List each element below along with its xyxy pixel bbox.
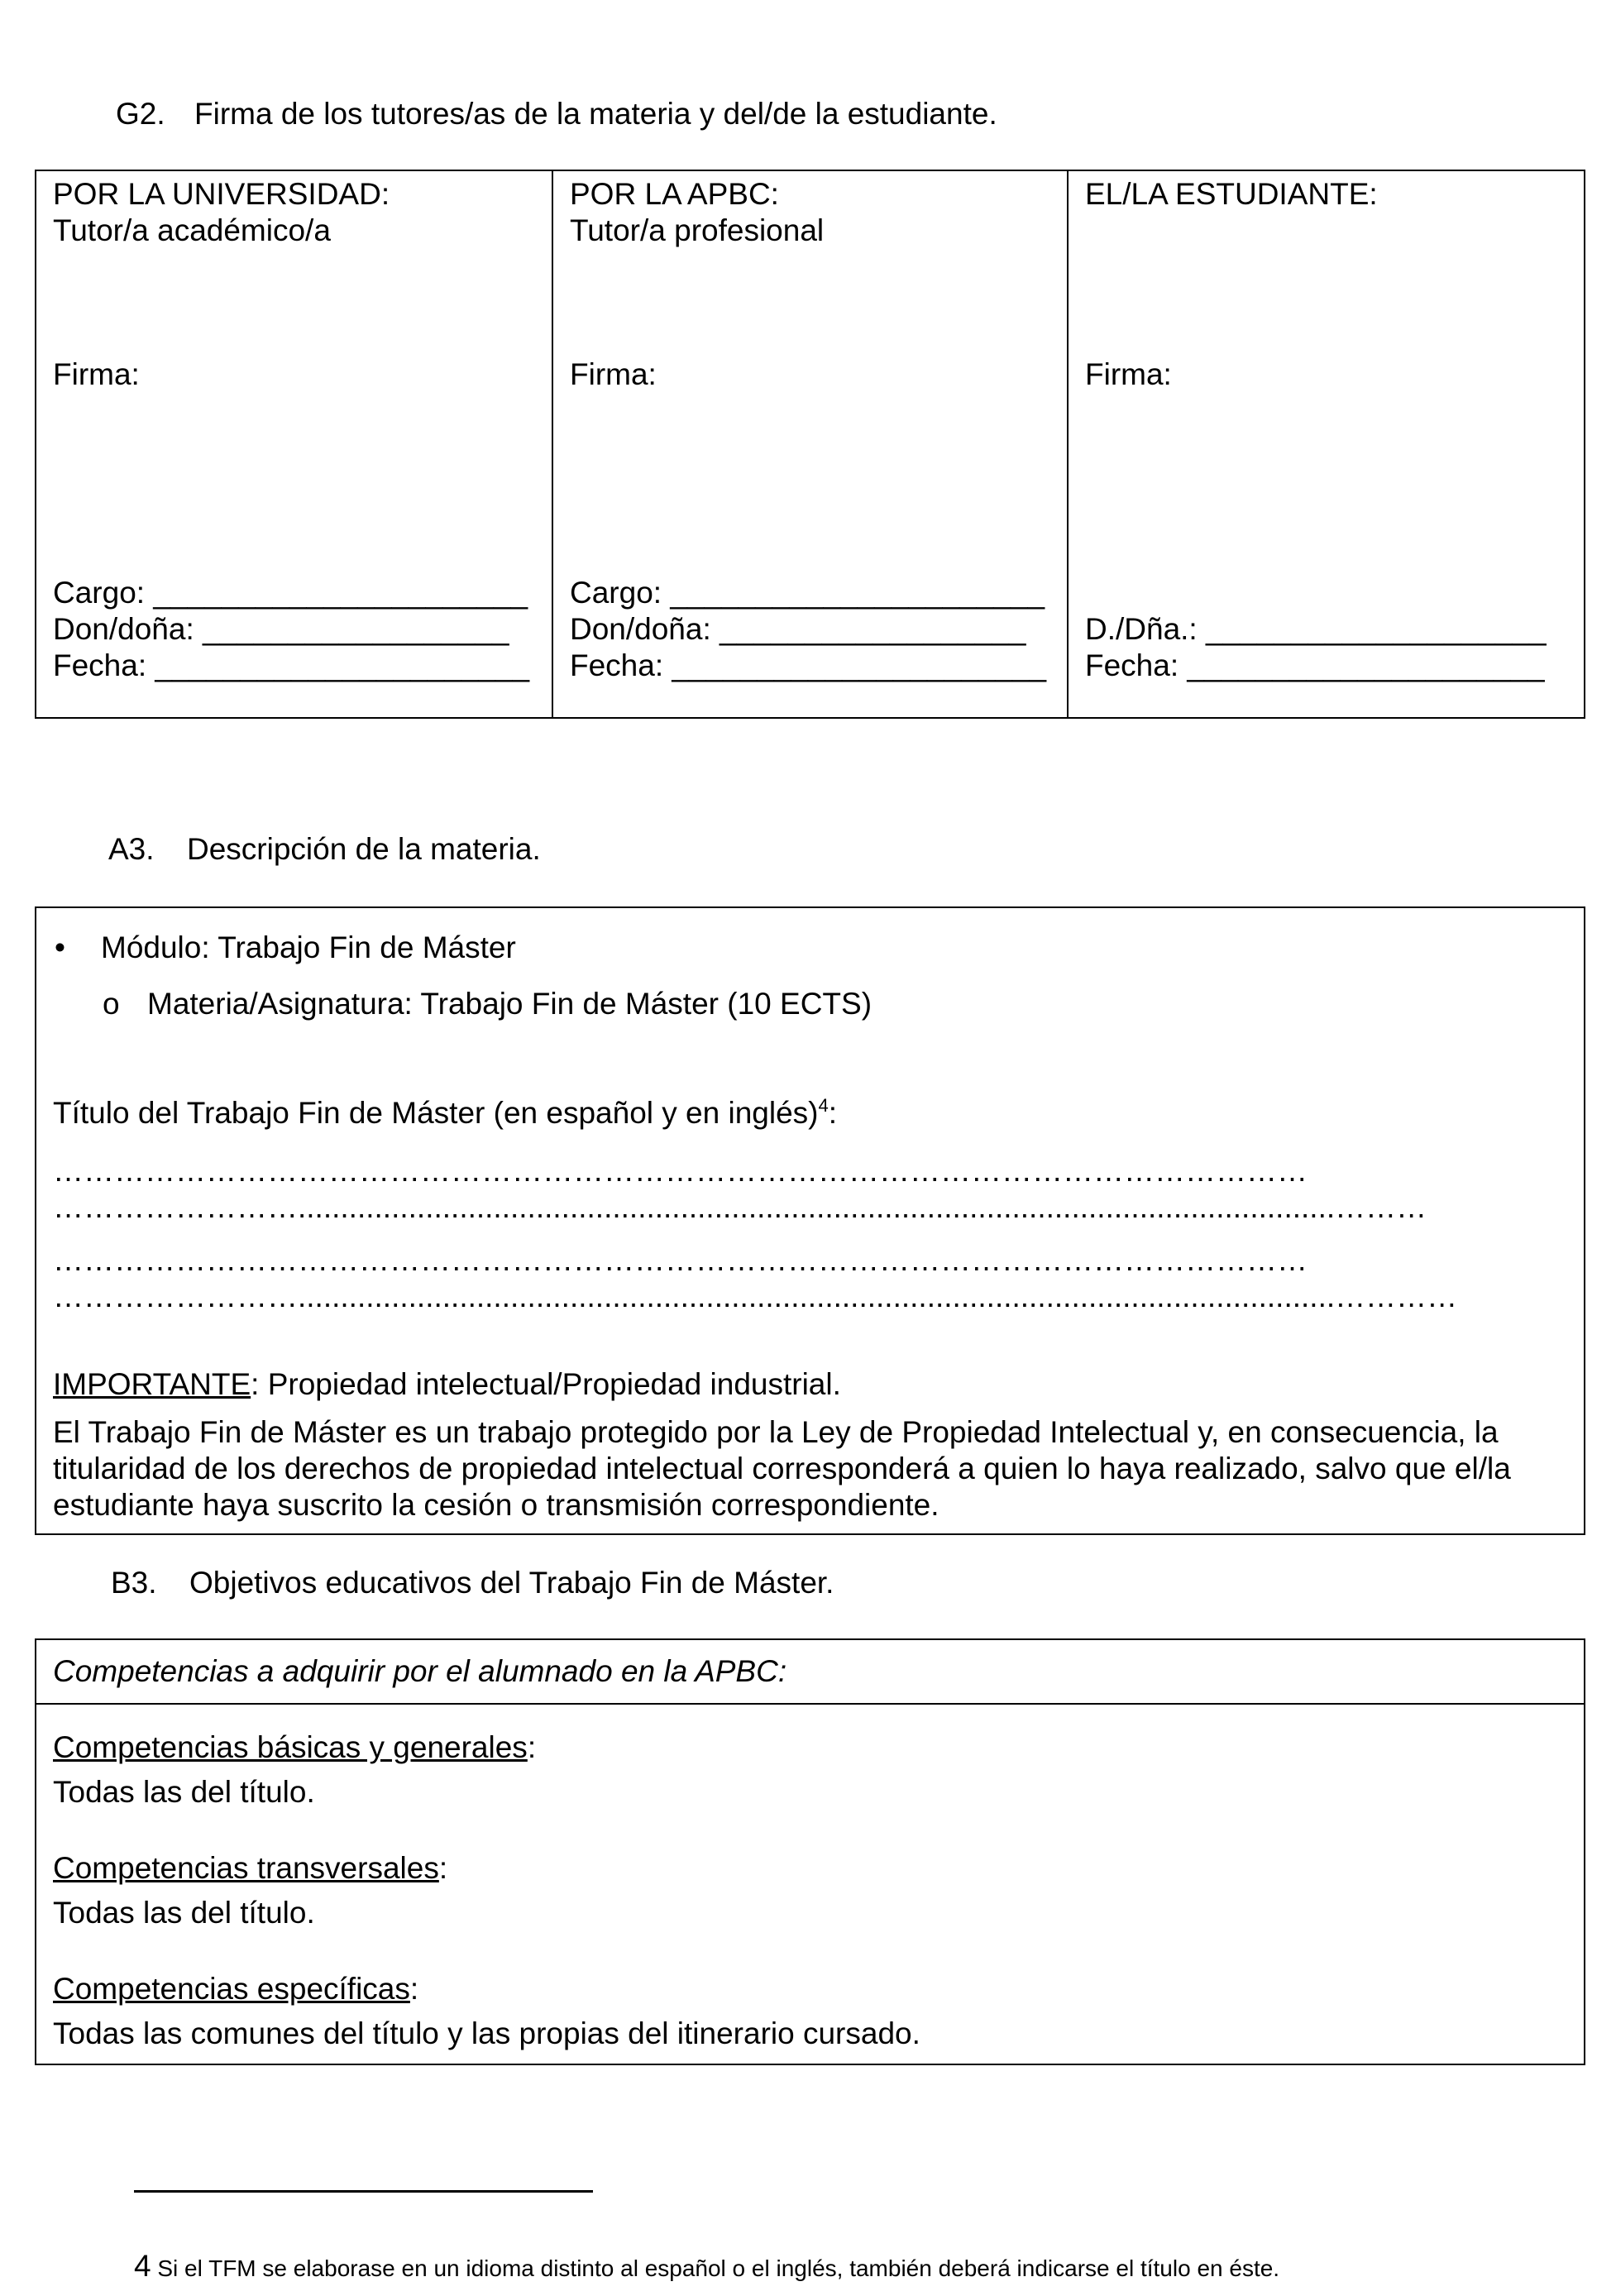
column-header: POR LA UNIVERSIDAD: xyxy=(53,177,390,211)
body-line: titularidad de los derechos de propiedad intelectual corresponderá a quien lo haya realizado, salvo que el/la xyxy=(53,1452,1511,1485)
footnote-text: Si el TFM se elaborase en un idioma distinto al español o el inglés, también deberá indicarse el título en éste. xyxy=(151,2255,1280,2281)
modulo-item: Módulo: Trabajo Fin de Máster xyxy=(101,930,516,964)
competencia-text: Todas las comunes del título y las propias del itinerario cursado. xyxy=(53,2016,920,2050)
signature-column-apbc xyxy=(552,171,1069,717)
competencia-text: Todas las del título. xyxy=(53,1896,315,1930)
signature-column-universidad xyxy=(36,171,552,717)
competencia-label: Competencias transversales: xyxy=(53,1851,448,1885)
titulo-label: Título del Trabajo Fin de Máster (en español y en inglés)$^4$: xyxy=(53,1095,838,1130)
section-b3-heading xyxy=(111,1565,834,1601)
section-number: B3. xyxy=(111,1566,157,1600)
fecha-field[interactable]: Fecha: ______________________ xyxy=(53,648,530,682)
competencia-label: Competencias específicas: xyxy=(53,1972,419,2006)
don-field[interactable]: Don/doña: __________________ xyxy=(570,612,1026,646)
signature-column-estudiante xyxy=(1067,171,1585,717)
don-field[interactable]: D./Dña.: ____________________ xyxy=(1085,612,1547,646)
section-a3-heading xyxy=(108,831,541,868)
titulo-dots-line-1[interactable]: …………………………………………………………………………………………………………… xyxy=(53,1154,1308,1188)
description-box xyxy=(35,906,1585,1535)
body-line: estudiante haya suscrito la cesión o transmisión correspondiente. xyxy=(53,1488,939,1522)
bullet-icon: • xyxy=(55,930,65,964)
importante-line: IMPORTANTE: Propiedad intelectual/Propiedad industrial. xyxy=(53,1367,841,1401)
cargo-field[interactable]: Cargo: ______________________ xyxy=(53,576,528,610)
footnote-number: 4 xyxy=(134,2249,151,2283)
column-header: POR LA APBC: xyxy=(570,177,779,211)
titulo-dots-line-4[interactable]: ……………………..........................................................................................................................………… xyxy=(53,1280,1458,1313)
titulo-dots-line-2[interactable]: ……………………..........................................................................................................................……… xyxy=(53,1190,1427,1224)
column-header: EL/LA ESTUDIANTE: xyxy=(1085,177,1378,211)
footnote xyxy=(134,2248,1279,2284)
body-line: El Trabajo Fin de Máster es un trabajo protegido por la Ley de Propiedad Intelectual y, en consecuencia, la xyxy=(53,1415,1499,1449)
titulo-dots-line-3[interactable]: …………………………………………………………………………………………………………… xyxy=(53,1243,1308,1277)
section-title: Descripción de la materia. xyxy=(187,832,541,866)
importante-label: IMPORTANTE xyxy=(53,1367,251,1401)
firma-label: Firma: xyxy=(570,357,657,391)
firma-label: Firma: xyxy=(1085,357,1172,391)
cargo-field[interactable]: Cargo: ______________________ xyxy=(570,576,1045,610)
materia-item: Materia/Asignatura: Trabajo Fin de Máster (10 ECTS) xyxy=(147,987,873,1021)
section-g2-heading xyxy=(116,96,997,132)
column-subheader: Tutor/a académico/a xyxy=(53,213,331,247)
column-subheader: Tutor/a profesional xyxy=(570,213,825,247)
section-number: G2. xyxy=(116,97,165,131)
header-divider xyxy=(36,1703,1584,1705)
competencia-text: Todas las del título. xyxy=(53,1775,315,1809)
signature-table xyxy=(35,170,1585,719)
firma-label: Firma: xyxy=(53,357,140,391)
sub-bullet-icon: o xyxy=(103,987,120,1021)
fecha-field[interactable]: Fecha: _____________________ xyxy=(1085,648,1545,682)
objectives-box xyxy=(35,1638,1585,2065)
fecha-field[interactable]: Fecha: ______________________ xyxy=(570,648,1047,682)
section-title: Objetivos educativos del Trabajo Fin de Máster. xyxy=(189,1566,834,1600)
competencias-header: Competencias a adquirir por el alumnado en la APBC: xyxy=(53,1654,787,1688)
section-title: Firma de los tutores/as de la materia y del/de la estudiante. xyxy=(194,97,997,131)
footnote-rule xyxy=(134,2190,593,2193)
don-field[interactable]: Don/doña: __________________ xyxy=(53,612,509,646)
footnote-ref: 4 xyxy=(818,1095,829,1116)
competencia-label: Competencias básicas y generales: xyxy=(53,1730,537,1764)
section-number: A3. xyxy=(108,832,155,866)
